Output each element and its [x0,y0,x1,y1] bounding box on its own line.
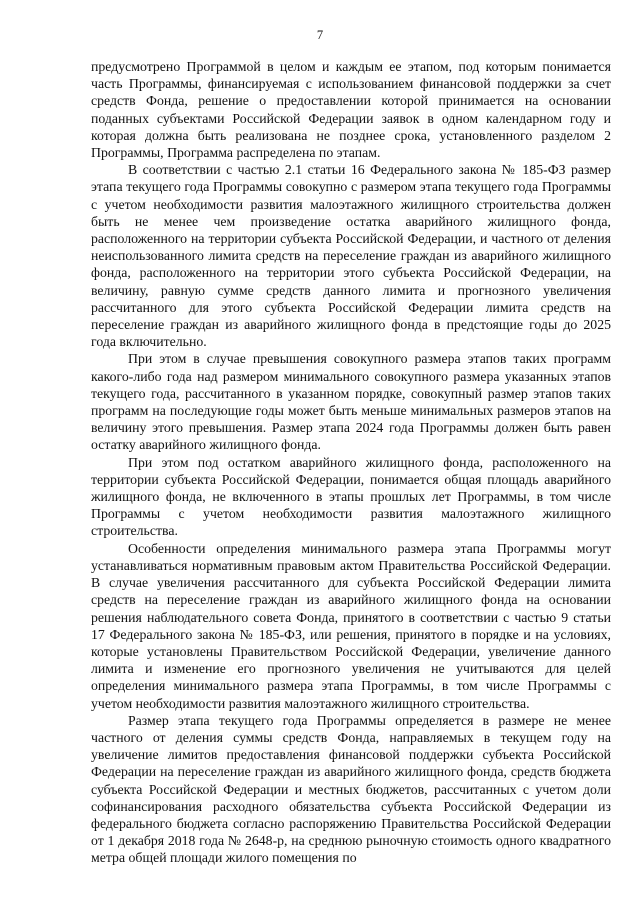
paragraph-minimum-size-specifics: Особенности определения минимального размера этапа Программы могут устанавливаться нормативным правовым актом Правительства Российской Федерации. В случае увеличения рассчитанного для субъекта Российской Федерации лимита средств на переселение граждан из аварийного жилищного фонда на основании решения наблюдательного совета Фонда, принятого в соответствии с частью 9 статьи 17 Федерального закона № 185-ФЗ, или решения, принятого в порядке и на условиях, которые установлены Правительством Российской Федерации, увеличение данного лимита и изменение его прогнозного увеличения не учитываются для целей определения минимального размера этапа Программы, в том числе Программы с учетом необходимости развития малоэтажного жилищного строительства. [91,540,611,711]
paragraph-stage-size-rule: В соответствии с частью 2.1 статьи 16 Федерального закона № 185-ФЗ размер этапа текущего года Программы совокупно с размером этапа текущего года Программы с учетом необходимости развития малоэтажного жилищного строительства должен быть не менее чем произведение остатка аварийного жилищного фонда, расположенного на территории субъекта Российской Федерации, и частного от деления неиспользованного лимита средств на переселение граждан из аварийного жилищного фонда, расположенного на территории этого субъекта Российской Федерации, на величину, равную сумме средств данного лимита и прогнозного увеличения рассчитанного для этого субъекта Российской Федерации лимита средств на переселение граждан из аварийного жилищного фонда в предстоящие годы до 2025 года включительно. [91,162,611,350]
paragraph-stage-size-calculation: Размер этапа текущего года Программы определяется в размере не менее частного от деления суммы средств Фонда, направляемых в текущем году на увеличение лимитов предоставления финансовой поддержки субъекта Российской Федерации на переселение граждан из аварийного жилищного фонда, средств бюджета субъекта Российской Федерации и местных бюджетов, рассчитанных с учетом доли софинансирования расходного обязательства субъекта Российской Федерации из федерального бюджета согласно распоряжению Правительства Российской Федерации от 1 декабря 2018 года № 2648-р, на среднюю рыночную стоимость одного квадратного метра общей площади жилого помещения по [91,712,611,866]
paragraph-remaining-fund-definition: При этом под остатком аварийного жилищного фонда, расположенного на территории субъекта Российской Федерации, понимается общая площадь аварийного жилищного фонда, не включенного в этапы прошлых лет Программы, в том числе Программы с учетом необходимости развития малоэтажного жилищного строительства. [91,454,611,539]
paragraph-excess-rule: При этом в случае превышения совокупного размера этапов таких программ какого-либо года над размером минимального совокупного размера указанных этапов текущего года, рассчитанного в указанном порядке, совокупный размер этапов таких программ на последующие годы может быть меньше минимальных размеров этапов на величину этого превышения. Размер этапа 2024 года Программы должен быть равен остатку аварийного жилищного фонда. [91,351,611,453]
page-number: 7 [316,28,324,42]
paragraph-continuation: предусмотрено Программой в целом и каждым ее этапом, под которым понимается часть Программы, финансируемая с использованием финансовой поддержки за счет средств Фонда, решение о предоставлении которой принимается на основании поданных субъектами Российской Федерации заявок в одном календарном году и которая должна быть реализована не позднее срока, установленного разделом 2 Программы, Программа распределена по этапам. [91,59,611,161]
document-body [91,58,611,867]
